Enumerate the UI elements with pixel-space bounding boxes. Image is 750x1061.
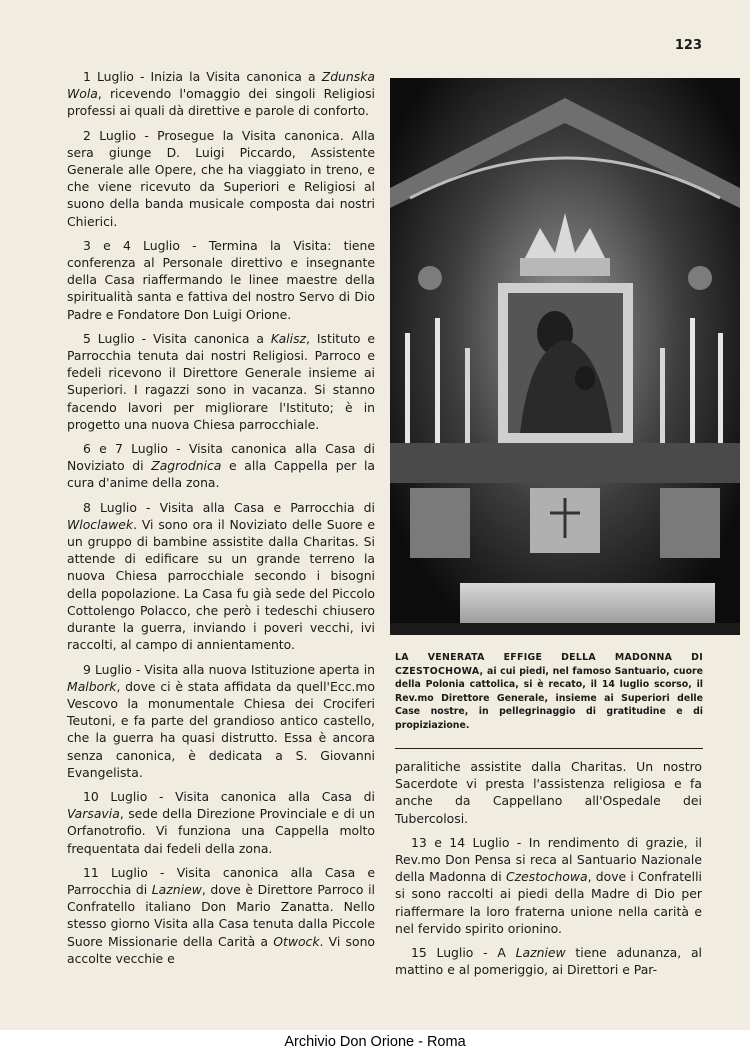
text-run: , Istituto e Parrocchia tenuta dai nostri Religiosi. Parroco e fedeli ricevono il Direttore Generale insieme ai Superiori. I ragazzi sono in vacanza. Si stanno facendo lavori per migliorare l'Istituto; è in progetto una nuova Chiesa parrocchiale. xyxy=(67,330,376,432)
text-run: 15 Luglio - A xyxy=(411,945,516,961)
text-run: , ricevendo l'omaggio dei singoli Religiosi professi ai quali dà direttive e parole di conforto. xyxy=(67,86,375,119)
page-number: 123 xyxy=(674,38,702,53)
left-column xyxy=(67,68,375,974)
text-run: tiene adunanza, al mattino e al pomeriggio, ai Direttori e Par- xyxy=(395,945,702,978)
right-column xyxy=(395,758,702,985)
altar-image-icon xyxy=(390,78,740,635)
paragraph xyxy=(67,237,375,323)
paragraph xyxy=(395,944,702,978)
text-run: 8 Luglio - Visita alla Casa e Parrocchia di xyxy=(83,499,375,515)
caption-divider xyxy=(395,748,703,749)
paragraph xyxy=(67,440,375,492)
text-run: , sede della Direzione Provinciale e di un Orfanotrofio. Vi funziona una Cappella molto frequentata dai fedeli della zona. xyxy=(67,806,375,856)
paragraph xyxy=(67,330,375,433)
place-name: Zdunska Wola xyxy=(67,69,375,102)
text-run: 9 Luglio - Visita alla nuova Istituzione aperta in xyxy=(83,661,375,677)
photo-caption xyxy=(395,651,703,733)
place-name: Wloclawek xyxy=(67,516,134,532)
place-name: Lazniew xyxy=(515,945,566,961)
place-name: Varsavia xyxy=(67,806,120,822)
place-name: Otwock xyxy=(273,933,320,949)
text-run: 5 Luglio - Visita canonica a xyxy=(83,330,271,346)
place-name: Zagrodnica xyxy=(151,458,222,474)
text-run: , dove ci è stata affidata da quell'Ecc.mo Vescovo la monumentale Chiesa dei Crociferi Teutoni, e fa parte del grandioso antico castello, che la guerra ha quasi distrutto. Essa è ancora senza canonica, è dedicata a S. Giovanni Evangelista. xyxy=(67,678,375,780)
text-run: 1 Luglio - Inizia la Visita canonica a xyxy=(83,69,322,84)
paragraph xyxy=(67,661,375,781)
text-run: 10 Luglio - Visita canonica alla Casa di xyxy=(83,788,375,804)
text-run: 2 Luglio - Prosegue la Visita canonica. Alla sera giunge D. Luigi Piccardo, Assistente Generale alle Opere, che ha viaggiato in treno, e che viene ricevuto da Superiori e Religiosi al suono della banda musicale composta dai nostri Chierici. xyxy=(67,127,375,229)
paragraph xyxy=(395,834,702,937)
text-run: , dove i Confratelli si sono raccolti ai piedi della Madre di Dio per riaffermare la loro fraterna unione nella carità e nel fervido spirito orionino. xyxy=(395,869,703,936)
place-name: Czestochowa xyxy=(505,869,588,885)
place-name: Kalisz xyxy=(270,330,307,346)
place-name: Malbork xyxy=(67,678,117,694)
paragraph xyxy=(67,68,375,120)
archive-footer: Archivio Don Orione - Roma xyxy=(284,1034,466,1050)
text-run: e alla Cappella per la cura d'anime della zona. xyxy=(67,458,375,491)
place-name: Lazniew xyxy=(151,881,202,897)
text-run: 13 e 14 Luglio - In rendimento di grazie, il Rev.mo Don Pensa si reca al Santuario Nazionale della Madonna di xyxy=(395,834,702,885)
paragraph xyxy=(395,758,702,827)
text-run: . Vi sono ora il Noviziato delle Suore e un gruppo di bambine assistite dalla Charitas. Si attende di edificare su un grande terreno la nuova Chiesa parrocchiale secondo i bisogni della popolazione. La Casa fu già sede del Piccolo Cottolengo Polacco, che però i tedeschi chiusero durante la guerra, inviando i poveri vecchi, ivi raccolti, al campo di annientamento. xyxy=(67,516,375,653)
text-run: 11 Luglio - Visita canonica alla Casa e Parrocchia di xyxy=(67,864,375,897)
caption-lead: LA VENERATA EFFIGE DELLA MADONNA DI CZESTOCHOWA, xyxy=(395,652,703,677)
caption-text: ai cui piedi, nel famoso Santuario, cuore della Polonia cattolica, si è recato, il 14 luglio scorso, il Rev.mo Direttore Generale, insieme ai Superiori delle Case nostre, in pellegrinaggio di gratitudine e di propiziazione. xyxy=(395,665,703,731)
text-run: 3 e 4 Luglio - Termina la Visita: tiene conferenza al Personale direttivo e insegnante della Casa riaffermando le linee maestre della spiritualità santa e fattiva del nostro Servo di Dio Padre e Fondatore Don Luigi Orione. xyxy=(67,237,375,322)
madonna-photo xyxy=(390,78,740,635)
text-run: 6 e 7 Luglio - Visita canonica alla Casa di Noviziato di xyxy=(67,441,375,474)
text-run: paralitiche assistite dalla Charitas. Un nostro Sacerdote vi presta l'assistenza religiosa e fa anche da Cappellano all'Ospedale dei Tubercolosi. xyxy=(395,759,702,826)
paragraph xyxy=(67,788,375,857)
text-run: . Vi sono accolte vecchie e xyxy=(67,933,376,966)
text-run: , dove è Direttore Parroco il Confratello italiano Don Mario Zanatta. Nello stesso giorno Visita alla Casa tenuta dalla Piccole Suore Missionarie della Carità a xyxy=(67,881,375,949)
paragraph xyxy=(67,127,375,230)
paragraph xyxy=(67,499,375,654)
paragraph xyxy=(67,864,375,967)
